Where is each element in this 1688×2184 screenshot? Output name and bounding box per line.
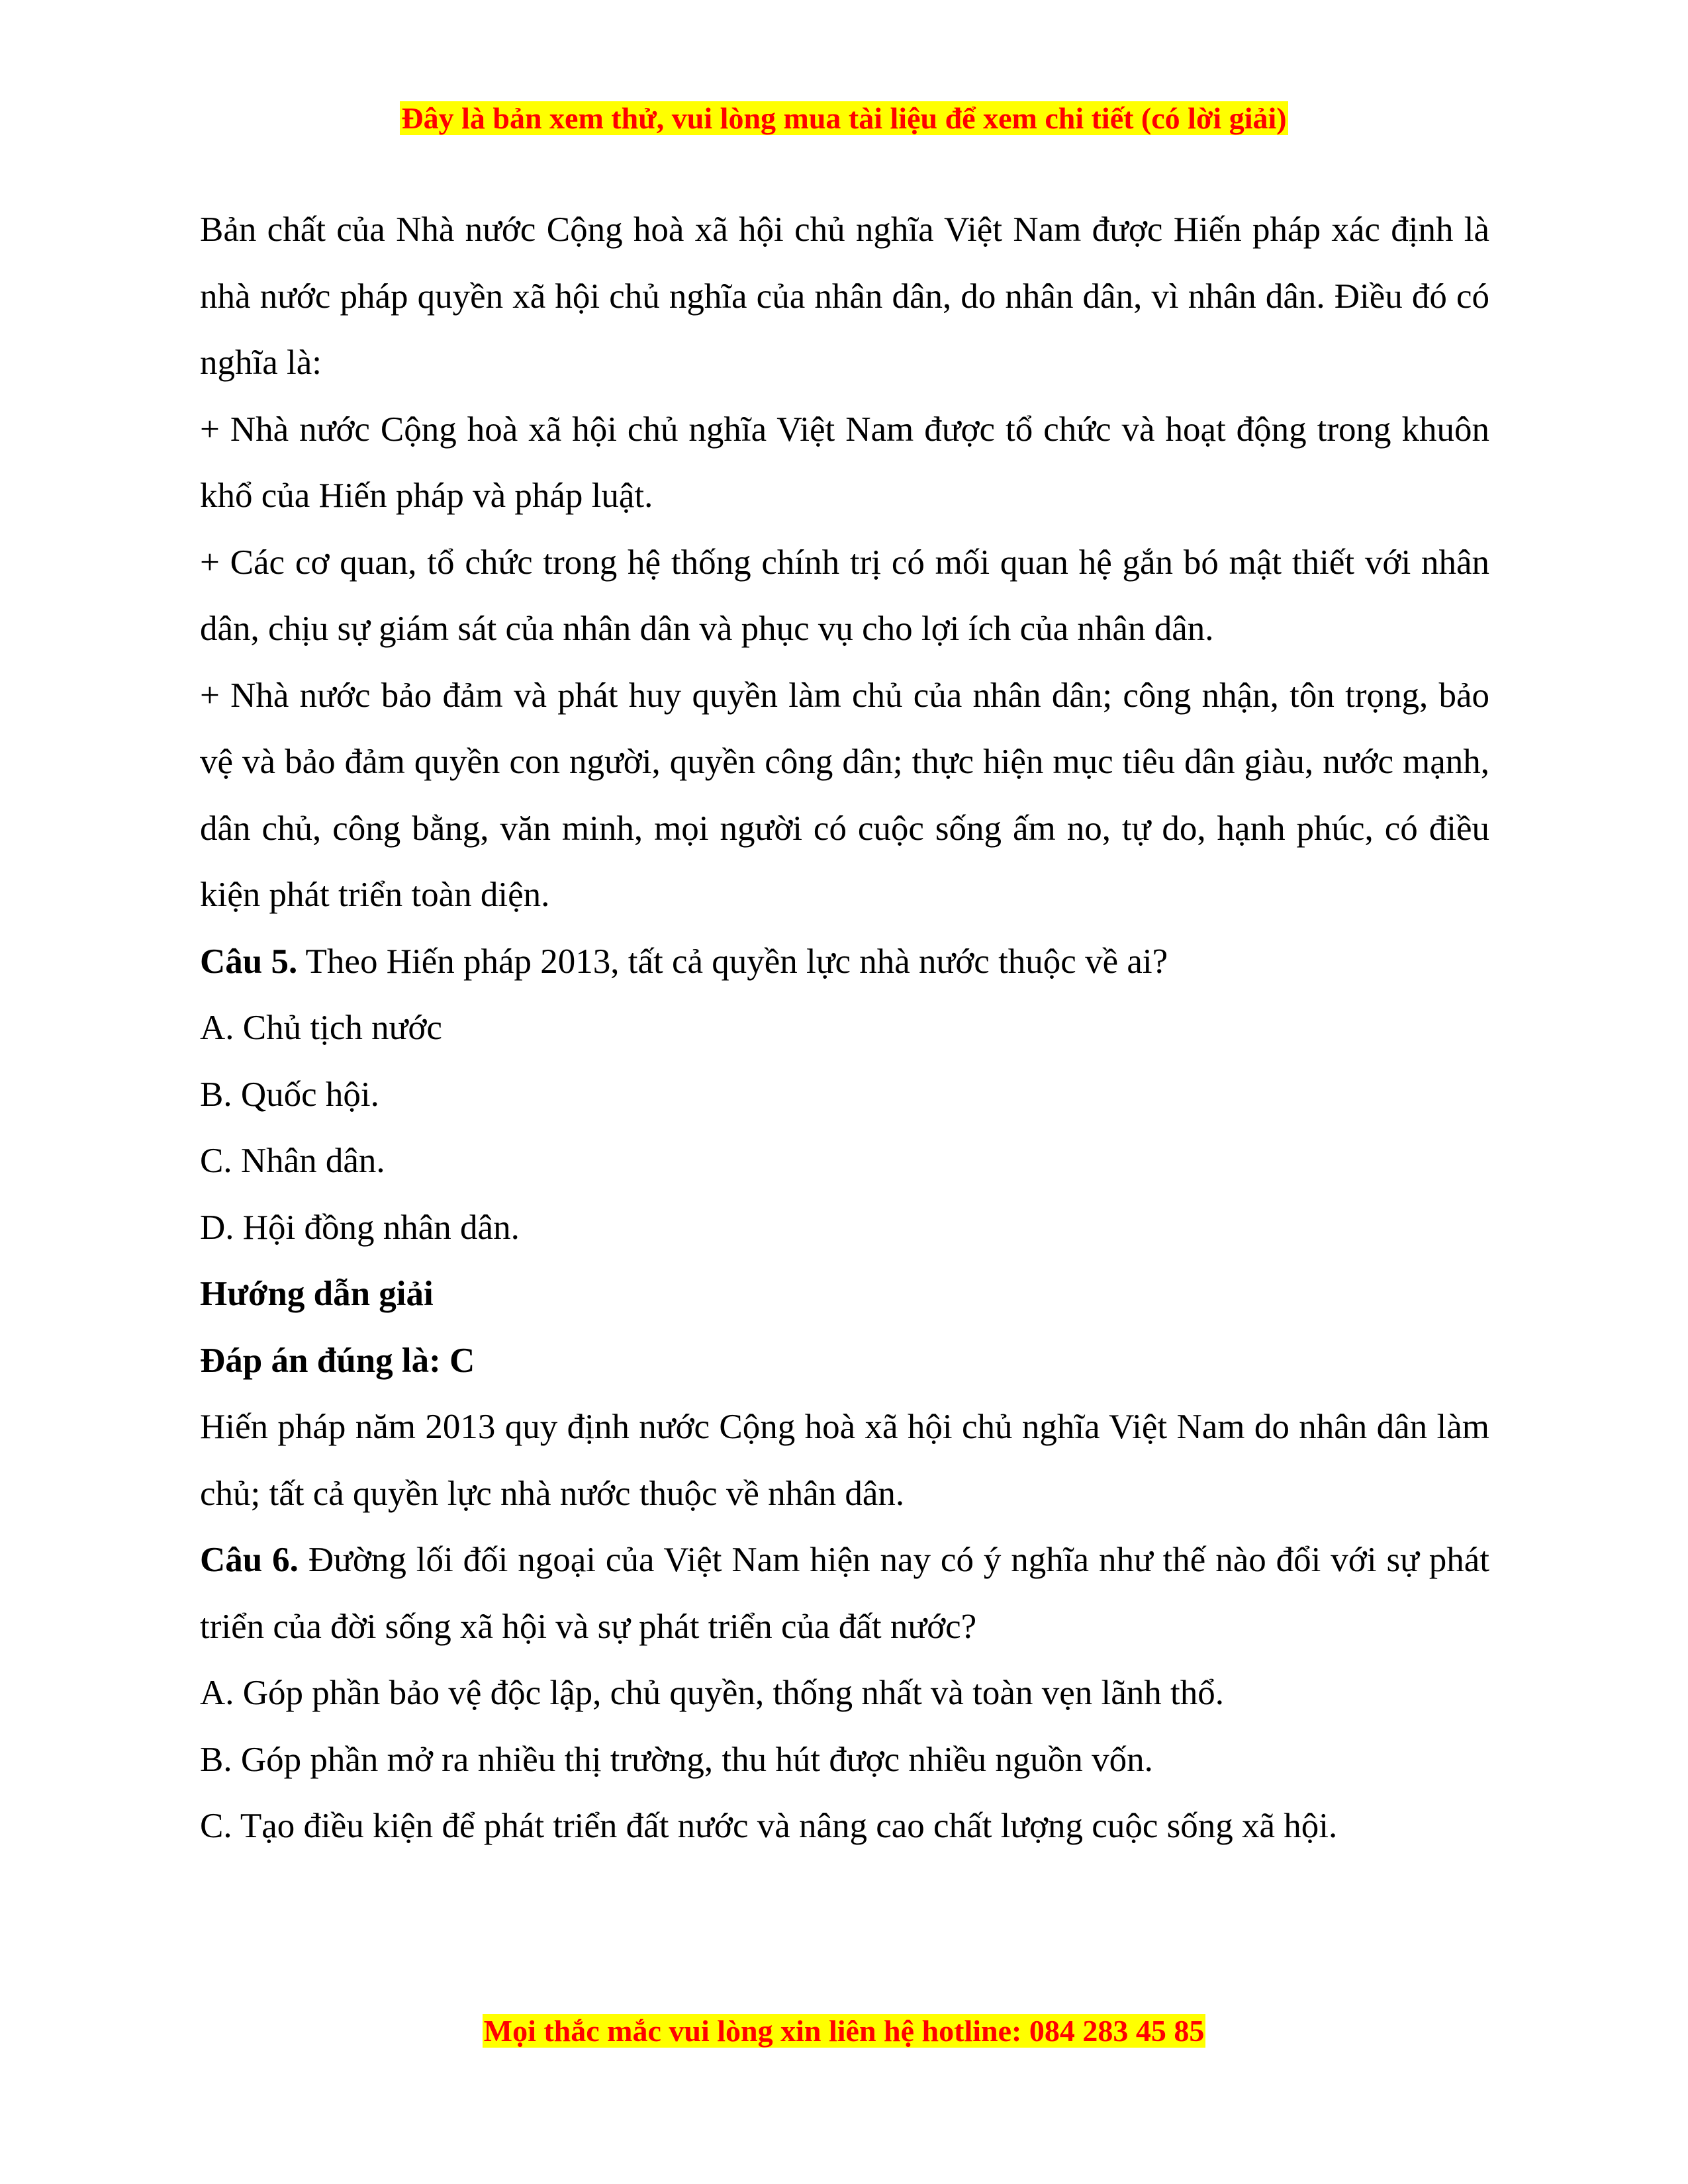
solution-explanation: Hiến pháp năm 2013 quy định nước Cộng hoà xã hội chủ nghĩa Việt Nam do nhân dân làm chủ; tất cả quyền lực nhà nước thuộc về nhân dân. <box>200 1408 1489 1513</box>
hotline-text: Mọi thắc mắc vui lòng xin liên hệ hotline: 084 283 45 85 <box>483 2014 1205 2048</box>
document-body <box>200 197 1489 1860</box>
preview-notice-text: Đây là bản xem thử, vui lòng mua tài liệu để xem chi tiết (có lời giải) <box>401 101 1287 135</box>
preview-notice-banner <box>0 99 1688 138</box>
correct-answer: Đáp án đúng là: C <box>200 1341 475 1380</box>
intro-paragraph: Bản chất của Nhà nước Cộng hoà xã hội chủ nghĩa Việt Nam được Hiến pháp xác định là nhà nước pháp quyền xã hội chủ nghĩa của nhân dân, do nhân dân, vì nhân dân. Điều đó có nghĩa là: <box>200 210 1489 382</box>
question-5-label: Câu 5. <box>200 942 298 981</box>
hotline-banner <box>0 2012 1688 2050</box>
question-5-option-d: D. Hội đồng nhân dân. <box>200 1208 520 1247</box>
question-6-text: Đường lối đối ngoại của Việt Nam hiện nay có ý nghĩa như thế nào đổi với sự phát triển của đời sống xã hội và sự phát triển của đất nước? <box>200 1541 1489 1646</box>
question-5 <box>200 929 1489 995</box>
question-6-option-c: C. Tạo điều kiện để phát triển đất nước và nâng cao chất lượng cuộc sống xã hội. <box>200 1807 1338 1845</box>
question-5-option-b: B. Quốc hội. <box>200 1075 379 1114</box>
question-5-option-a: A. Chủ tịch nước <box>200 1009 442 1047</box>
intro-bullet-1: + Nhà nước Cộng hoà xã hội chủ nghĩa Việt Nam được tổ chức và hoạt động trong khuôn khổ của Hiến pháp và pháp luật. <box>200 410 1489 515</box>
question-6-option-a: A. Góp phần bảo vệ độc lập, chủ quyền, thống nhất và toàn vẹn lãnh thổ. <box>200 1674 1224 1712</box>
question-6 <box>200 1527 1489 1660</box>
question-6-label: Câu 6. <box>200 1541 299 1579</box>
intro-bullet-3: + Nhà nước bảo đảm và phát huy quyền làm chủ của nhân dân; công nhận, tôn trọng, bảo vệ và bảo đảm quyền con người, quyền công dân; thực hiện mục tiêu dân giàu, nước mạnh, dân chủ, công bằng, văn minh, mọi người có cuộc sống ấm no, tự do, hạnh phúc, có điều kiện phát triển toàn diện. <box>200 676 1489 914</box>
solution-heading: Hướng dẫn giải <box>200 1275 434 1313</box>
question-6-option-b: B. Góp phần mở ra nhiều thị trường, thu hút được nhiều nguồn vốn. <box>200 1740 1153 1779</box>
intro-bullet-2: + Các cơ quan, tổ chức trong hệ thống chính trị có mối quan hệ gắn bó mật thiết với nhân dân, chịu sự giám sát của nhân dân và phục vụ cho lợi ích của nhân dân. <box>200 543 1489 648</box>
question-5-text: Theo Hiến pháp 2013, tất cả quyền lực nhà nước thuộc về ai? <box>297 942 1168 981</box>
question-5-option-c: C. Nhân dân. <box>200 1142 385 1180</box>
